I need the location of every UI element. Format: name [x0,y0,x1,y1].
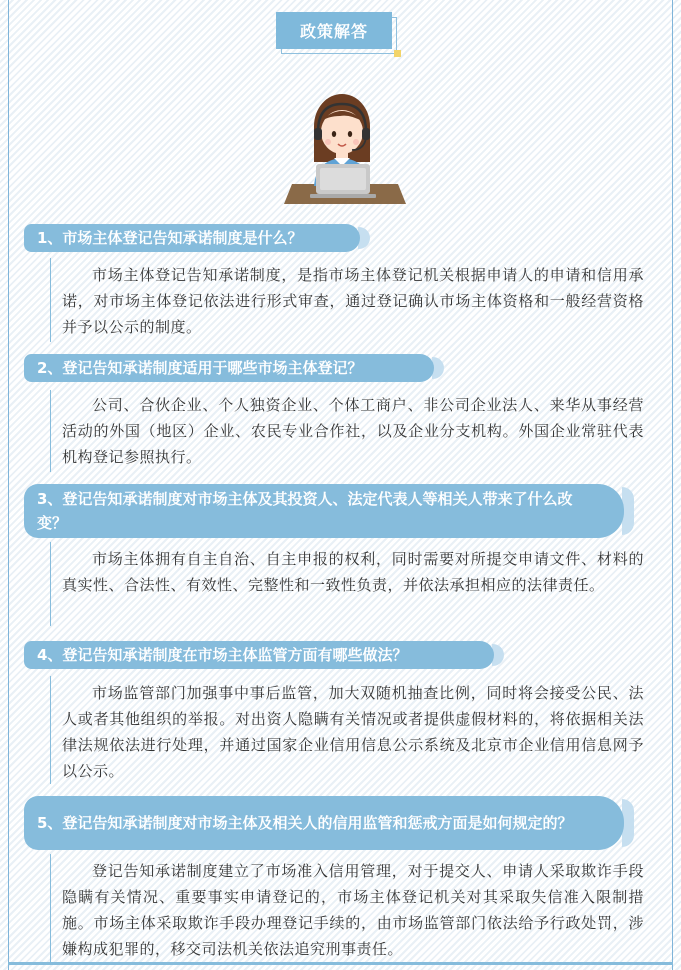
answer-1-border [50,258,51,342]
answer-3-border [50,542,51,626]
neck [336,152,348,158]
question-1-heading [24,224,360,252]
title-corner-accent [394,50,401,57]
right-cheek [353,139,359,145]
customer-service-illustration [280,86,410,216]
question-5-heading [24,796,624,850]
answer-1: 市场主体登记告知承诺制度，是指市场主体登记机关根据申请人的申请和信用承诺，对市场主体登记依法进行形式审查，通过登记确认市场主体资格和一般经营资格并予以公示的制度。 [62,266,644,336]
question-2-text: 2、登记告知承诺制度适用于哪些市场主体登记？ [37,359,363,377]
left-eye [332,131,336,137]
question-2-heading [24,354,434,382]
question-4-heading [24,641,494,669]
headset-left-ear [314,128,322,140]
answer-2: 公司、合伙企业、个人独资企业、个体工商户、非公司企业法人、来华从事经营活动的外国（地区）企业、农民专业合作社，以及企业分支机构。外国企业常驻代表机构登记参照执行。 [62,396,644,466]
section-title [276,12,400,56]
left-cheek [325,139,331,145]
answer-4: 市场监管部门加强事中事后监管，加大双随机抽查比例，同时将会接受公民、法人或者其他组织的举报。对出资人隐瞒有关情况或者提供虚假材料的，将依据相关法律法规依法进行处理，并通过国家企业信用信息公示系统及北京市企业信用信息网予以公示。 [62,684,644,780]
question-1-text: 1、市场主体登记告知承诺制度是什么？ [37,229,303,247]
question-5-text: 5、登记告知承诺制度对市场主体及相关人的信用监管和惩戒方面是如何规定的？ [37,814,573,832]
laptop-display [320,168,366,190]
answer-2-border [50,390,51,472]
answer-4-border [50,676,51,784]
page-title: 政策解答 [276,12,392,49]
question-3-heading [24,484,624,538]
answer-3: 市场主体拥有自主自治、自主申报的权利，同时需要对所提交申请文件、材料的真实性、合法性、有效性、完整性和一致性负责，并依法承担相应的法律责任。 [62,550,644,594]
answer-5-border [50,854,51,962]
right-eye [348,131,352,137]
question-4-text: 4、登记告知承诺制度在市场主体监管方面有哪些做法？ [37,646,408,664]
bottom-divider [8,962,673,965]
answer-5: 登记告知承诺制度建立了市场准入信用管理，对于提交人、申请人采取欺诈手段隐瞒有关情况、重要事实申请登记的，市场主体登记机关对其采取失信准入限制措施。市场主体采取欺诈手段办理登记手续的，由市场监管部门依法给予行政处罚，涉嫌构成犯罪的，移交司法机关依法追究刑事责任。 [62,862,644,958]
laptop-base [310,194,376,198]
question-3-text: 3、登记告知承诺制度对市场主体及其投资人、法定代表人等相关人带来了什么改变？ [37,490,573,532]
